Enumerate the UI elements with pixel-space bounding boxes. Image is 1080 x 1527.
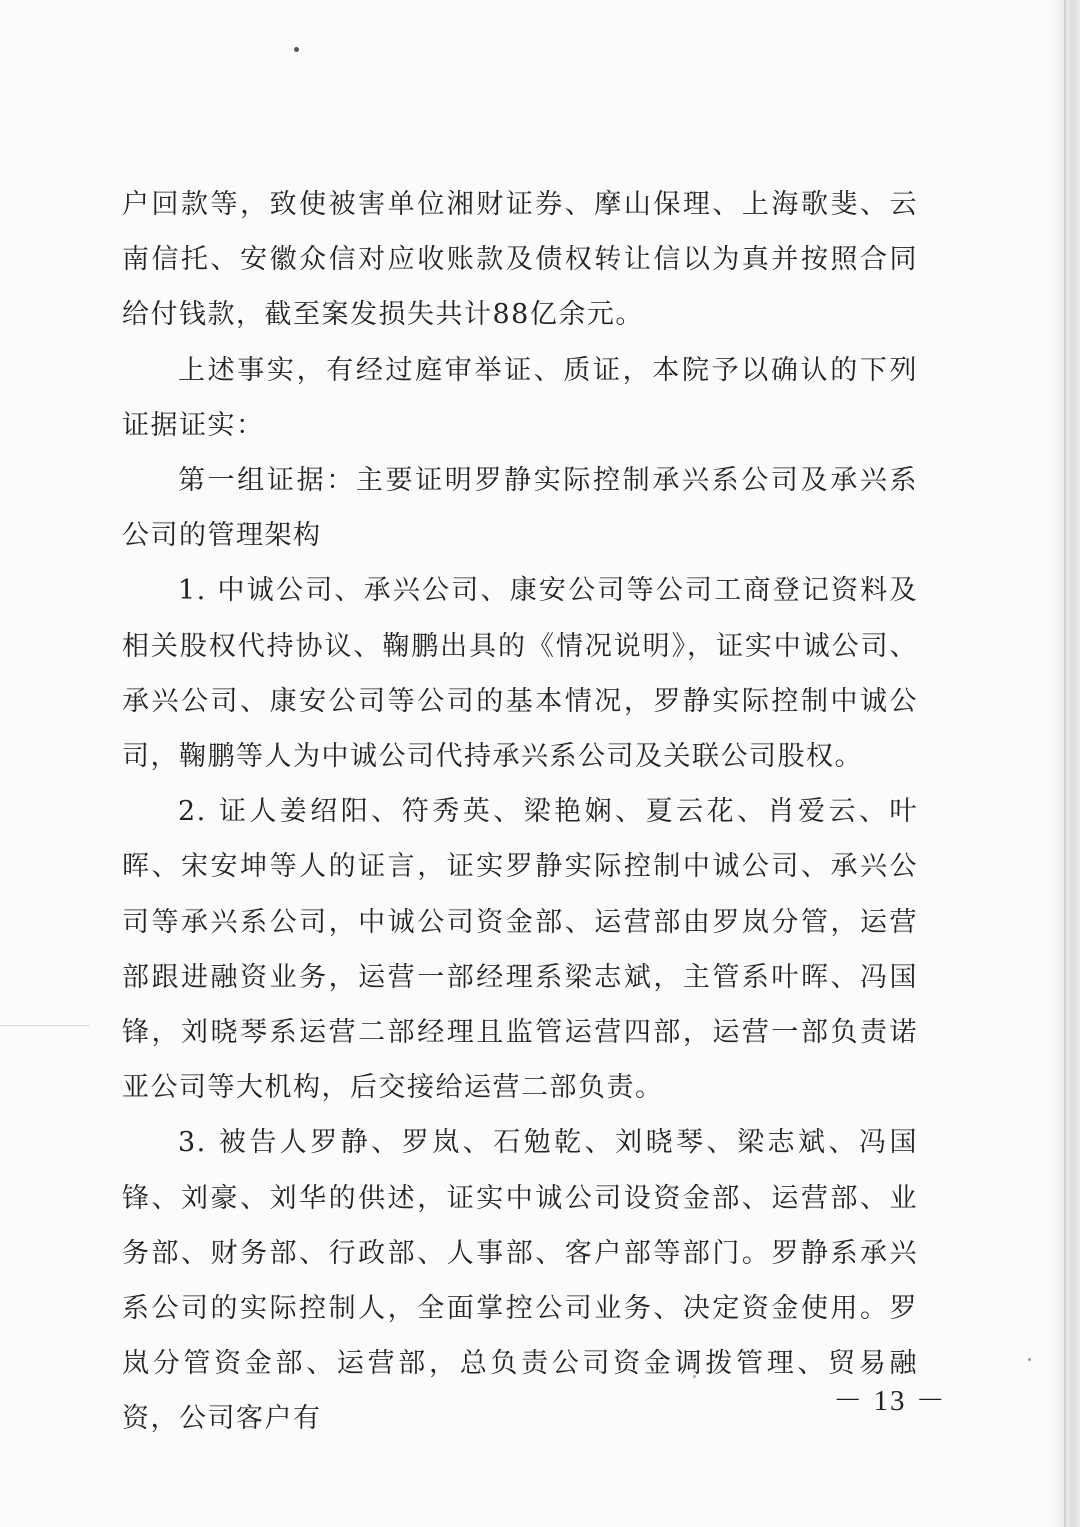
paragraph: 户回款等，致使被害单位湘财证券、摩山保理、上海歌斐、云南信托、安徽众信对应收账款及债权转让信以为真并按照合同给付钱款，截至案发损失共计88亿余元。 xyxy=(122,189,918,331)
page-number: － 13 － xyxy=(833,1385,947,1417)
scan-speck xyxy=(294,47,299,52)
paragraph: 3. 被告人罗静、罗岚、石勉乾、刘晓琴、梁志斌、冯国锋、刘豪、刘华的供述，证实中诚公司设资金部、运营部、业务部、财务部、行政部、人事部、客户部等部门。罗静系承兴系公司的实际控制人，全面掌控公司业务、决定资金使用。罗岚分管资金部、运营部，总负责公司资金调拨管理、贸易融资，公司客户有 xyxy=(122,1127,918,1435)
paragraph: 第一组证据：主要证明罗静实际控制承兴系公司及承兴系公司的管理架构 xyxy=(122,465,918,552)
paragraph: 1. 中诚公司、承兴公司、康安公司等公司工商登记资料及相关股权代持协议、鞠鹏出具的《情况说明》，证实中诚公司、承兴公司、康安公司等公司的基本情况，罗静实际控制中诚公司，鞠鹏等人为中诚公司代持承兴系公司及关联公司股权。 xyxy=(122,575,918,773)
paragraph: 上述事实，有经过庭审举证、质证，本院予以确认的下列证据证实： xyxy=(122,354,918,441)
scan-speck xyxy=(1028,1358,1031,1361)
scan-artifact-line xyxy=(0,1025,90,1026)
document-body xyxy=(122,177,918,1447)
paragraph: 2. 证人姜绍阳、符秀英、梁艳娴、夏云花、肖爱云、叶晖、宋安坤等人的证言，证实罗静实际控制中诚公司、承兴公司等承兴系公司，中诚公司资金部、运营部由罗岚分管，运营部跟进融资业务，运营一部经理系梁志斌，主管系叶晖、冯国锋，刘晓琴系运营二部经理且监管运营四部，运营一部负责诺亚公司等大机构，后交接给运营二部负责。 xyxy=(122,796,918,1104)
page-edge-line xyxy=(1064,0,1066,1527)
